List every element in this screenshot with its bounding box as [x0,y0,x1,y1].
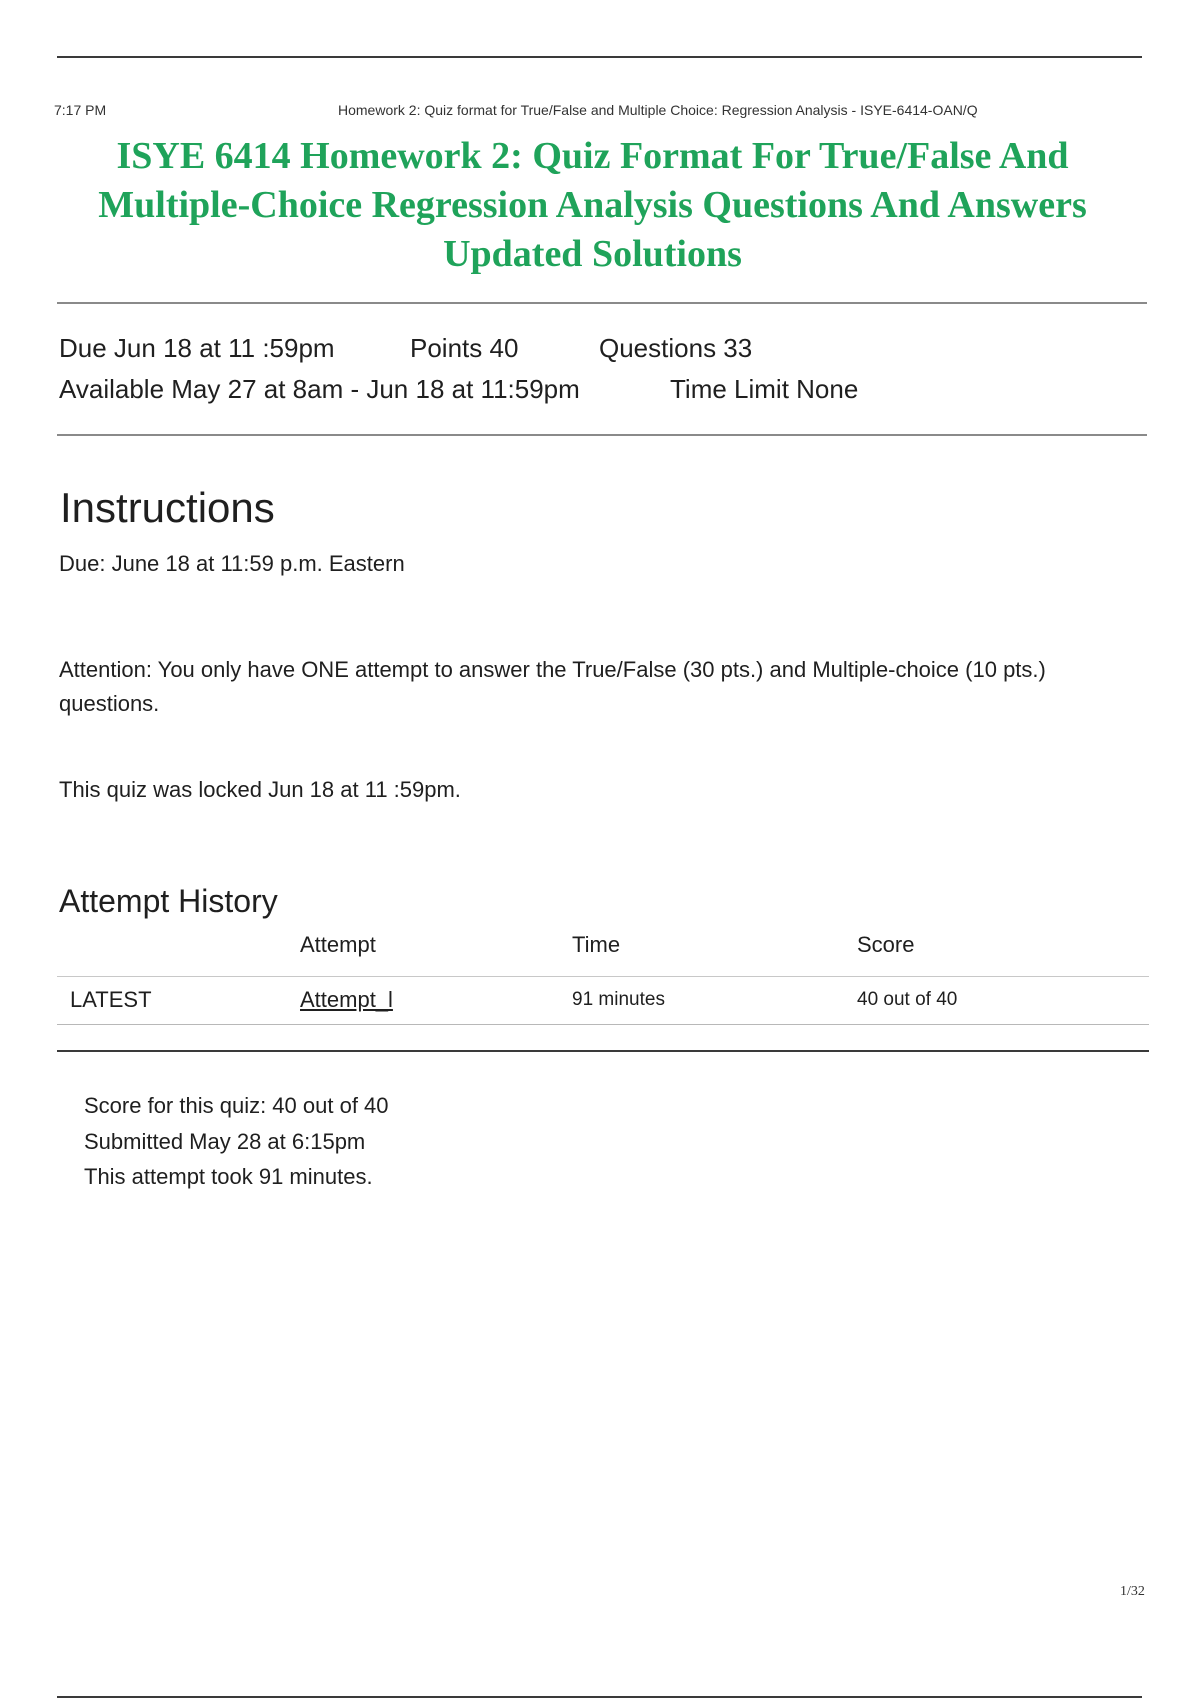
submitted-timestamp: Submitted May 28 at 6:15pm [84,1129,366,1154]
top-rule [57,56,1142,58]
attention-line-2: questions. [59,691,160,716]
column-header-time: Time [572,932,621,957]
column-header-attempt: Attempt [300,932,376,957]
attempt-score: 40 out of 40 [857,989,958,1010]
print-header-title: Homework 2: Quiz format for True/False and Multiple Choice: Regression Analysis - ISYE-6414-OAN/Q [338,102,978,118]
quiz-due: Due Jun 18 at 11 :59pm [59,333,335,363]
title-divider [57,302,1147,304]
document-title-line-1: ISYE 6414 Homework 2: Quiz Format For True/False And [116,135,1069,177]
attention-line-1: Attention: You only have ONE attempt to answer the True/False (30 pts.) and Multiple-choice (10 pts.) [59,657,1046,682]
attempt-duration: This attempt took 91 minutes. [84,1164,373,1189]
bottom-rule [57,1696,1142,1698]
document-title-line-2: Multiple-Choice Regression Analysis Questions And Answers [98,184,1087,226]
meta-divider [57,434,1147,436]
table-bottom-rule [57,1050,1149,1052]
instructions-due-note: Due: June 18 at 11:59 p.m. Eastern [59,551,405,576]
quiz-score-summary: Score for this quiz: 40 out of 40 [84,1093,389,1118]
quiz-questions: Questions 33 [599,333,753,363]
quiz-points: Points 40 [410,333,519,363]
table-header-divider [57,976,1149,977]
table-row-divider [57,1024,1149,1025]
attempt-time: 91 minutes [572,989,665,1010]
locked-note: This quiz was locked Jun 18 at 11 :59pm. [59,777,461,802]
print-header-time: 7:17 PM [54,102,107,118]
document-title [60,132,1125,279]
column-header-score: Score [857,932,915,957]
instructions-heading: Instructions [60,484,275,531]
quiz-availability: Available May 27 at 8am - Jun 18 at 11:59pm [59,374,580,404]
page-number: 1/32 [1120,1584,1145,1599]
attempt-link[interactable]: Attempt_l [300,987,393,1012]
document-title-line-3: Updated Solutions [443,233,742,275]
attempt-history-heading: Attempt History [59,883,278,919]
quiz-time-limit: Time Limit None [670,374,859,404]
row-label-latest: LATEST [70,987,152,1012]
